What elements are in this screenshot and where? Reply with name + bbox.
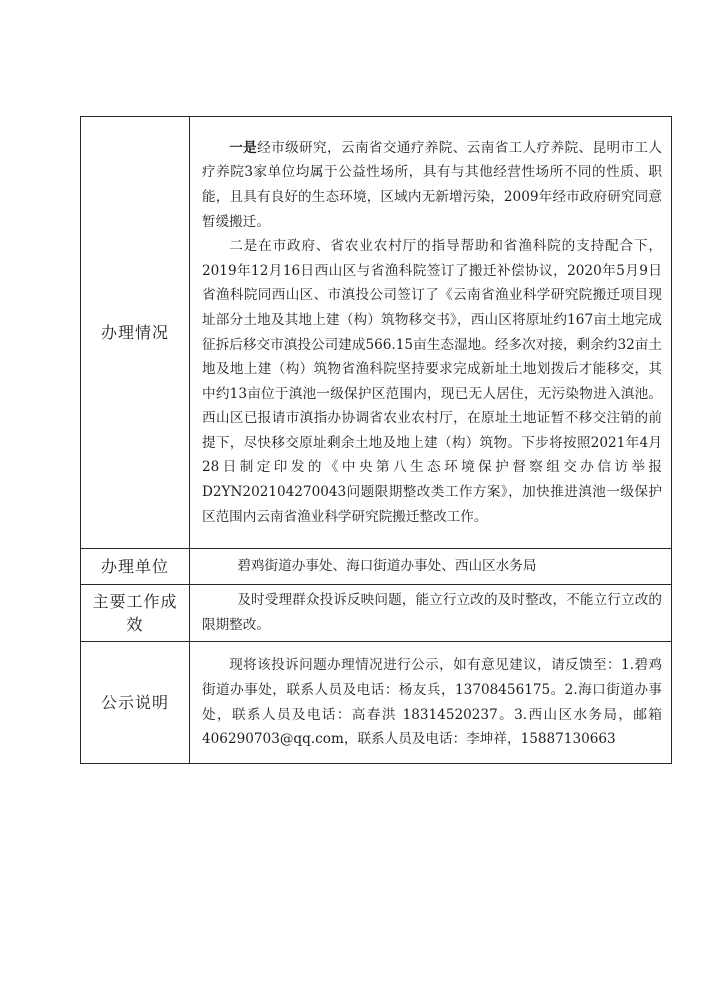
paragraph-lead-2: 二是	[229, 238, 259, 255]
handling-paragraph-1	[202, 136, 662, 234]
complaint-handling-table	[80, 116, 672, 764]
table-row-unit	[81, 549, 672, 585]
main-result-text: 及时受理群众投诉反映问题，能立行立改的及时整改，不能立行立改的限期整改。	[202, 592, 662, 633]
paragraph-text-1: 经市级研究，云南省交通疗养院、云南省工人疗养院、昆明市工人疗养院3家单位均属于公益性场所，具有与其他经营性场所不同的性质、职能，且具有良好的生态环境，区域内无新增污染，2009年经市政府研究同意暂缓搬迁。	[202, 139, 663, 230]
handling-status-content	[190, 117, 672, 549]
notice-text: 现将该投诉问题办理情况进行公示，如有意见建议，请反馈至：1.碧鸡街道办事处，联系人员及电话：杨友兵，13708456175。2.海口街道办事处，联系人员及电话：高春洪 18314520237。3.西山区水务局，邮箱406290703@qq.com，联系人员及电话：李坤祥，15887130663	[202, 657, 662, 748]
label-handling-status: 办理情况	[81, 117, 190, 549]
label-handling-unit: 办理单位	[81, 549, 190, 585]
paragraph-lead-1: 一是	[229, 139, 258, 156]
label-main-result: 主要工作成效	[81, 585, 190, 642]
label-notice: 公示说明	[81, 642, 190, 764]
table-row-result	[81, 585, 672, 642]
paragraph-text-2: 在市政府、省农业农村厅的指导帮助和省渔科院的支持配合下，2019年12月16日西山区与省渔科院签订了搬迁补偿协议，2020年5月9日省渔科院同西山区、市滇投公司签订了《云南省渔业科学研究院搬迁项目现址部分土地及其地上建（构）筑物移交书》，西山区将原址约167亩土地完成征拆后移交市滇投公司建成566.15亩生态湿地。经多次对接，剩余约32亩土地及地上建（构）筑物省渔科院坚持要求完成新址土地划拨后才能移交，其中约13亩位于滇池一级保护区范围内，现已无人居住，无污染物进入滇池。西山区已报请市滇指办协调省农业农村厅，在原址土地证暂不移交注销的前提下，尽快移交原址剩余土地及地上建（构）筑物。下步将按照2021年4月28日制定印发的《中央第八生态环境保护督察组交办信访举报D2YN202104270043问题限期整改类工作方案》，加快推进滇池一级保护区范围内云南省渔业科学研究院搬迁整改工作。	[202, 238, 663, 525]
table-row-notice	[81, 642, 672, 764]
handling-paragraph-2	[202, 234, 662, 529]
table-row-handling	[81, 117, 672, 549]
handling-unit-text: 碧鸡街道办事处、海口街道办事处、西山区水务局	[237, 558, 537, 575]
